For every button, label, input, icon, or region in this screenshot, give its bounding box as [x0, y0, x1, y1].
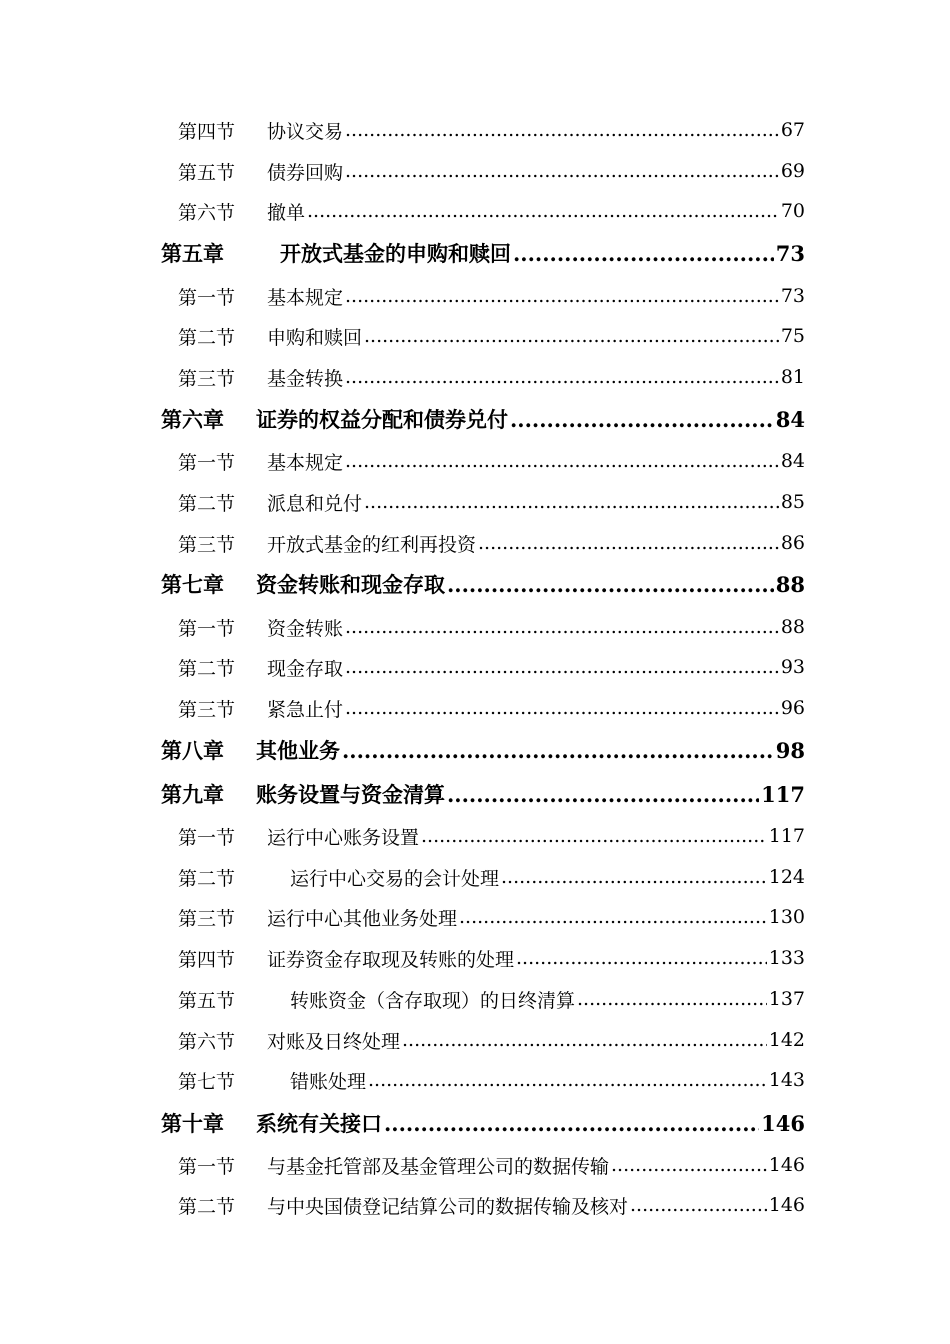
toc-entry-number: 第三节 [178, 533, 236, 556]
toc-entry-title: 对账及日终处理 [267, 1030, 401, 1053]
toc-leader-dots [345, 656, 779, 678]
toc-entry-page-number: 86 [780, 532, 805, 554]
toc-entry-page-number: 88 [780, 616, 805, 638]
toc-leader-dots [402, 1029, 767, 1051]
toc-section-entry[interactable] [0, 1150, 950, 1180]
toc-section-entry[interactable] [0, 1065, 950, 1095]
toc-entry-page-number: 98 [775, 737, 805, 763]
toc-entry-title: 紧急止付 [267, 698, 344, 721]
toc-chapter-entry[interactable] [0, 569, 950, 599]
toc-entry-line [267, 158, 805, 185]
toc-chapter-entry[interactable] [0, 404, 950, 434]
toc-entry-title: 账务设置与资金清算 [256, 782, 445, 807]
toc-entry-number: 第五章 [161, 241, 224, 266]
toc-entry-number: 第七章 [161, 572, 224, 597]
toc-entry-title: 现金存取 [267, 657, 344, 680]
toc-entry-number: 第二节 [178, 326, 236, 349]
toc-entry-line [267, 489, 805, 516]
toc-leader-dots [307, 200, 779, 222]
toc-entry-line [267, 1192, 805, 1219]
toc-leader-dots [345, 119, 779, 141]
toc-entry-line [256, 735, 805, 765]
toc-section-entry[interactable] [0, 528, 950, 558]
toc-chapter-entry[interactable] [0, 238, 950, 268]
toc-section-entry[interactable] [0, 196, 950, 226]
toc-entry-number: 第五节 [178, 989, 236, 1012]
toc-entry-page-number: 70 [780, 200, 805, 222]
toc-leader-dots [364, 491, 779, 513]
toc-entry-title: 错账处理 [290, 1070, 367, 1093]
toc-entry-number: 第一节 [178, 1155, 236, 1178]
toc-entry-page-number: 142 [768, 1029, 805, 1051]
toc-entry-line [267, 1027, 805, 1054]
toc-entry-title: 其他业务 [256, 738, 340, 763]
toc-entry-number: 第六章 [161, 407, 224, 432]
toc-leader-dots [384, 1111, 759, 1136]
toc-leader-dots [478, 532, 779, 554]
toc-leader-dots [345, 366, 779, 388]
toc-leader-dots [513, 241, 774, 266]
toc-entry-title: 资金转账 [267, 617, 344, 640]
toc-entry-line [267, 654, 805, 681]
toc-entry-line [267, 1152, 805, 1179]
toc-section-entry[interactable] [0, 821, 950, 851]
toc-entry-title: 与中央国债登记结算公司的数据传输及核对 [267, 1195, 629, 1218]
toc-section-entry[interactable] [0, 652, 950, 682]
toc-entry-title: 撤单 [267, 201, 306, 224]
toc-leader-dots [459, 906, 767, 928]
toc-entry-page-number: 117 [768, 825, 805, 847]
toc-entry-title: 证券资金存取现及转账的处理 [267, 948, 515, 971]
toc-entry-number: 第四节 [178, 120, 236, 143]
toc-entry-number: 第二节 [178, 1195, 236, 1218]
toc-entry-number: 第六节 [178, 1030, 236, 1053]
toc-leader-dots [345, 697, 779, 719]
toc-leader-dots [447, 572, 774, 597]
toc-section-entry[interactable] [0, 943, 950, 973]
toc-entry-number: 第三节 [178, 907, 236, 930]
toc-entry-number: 第二节 [178, 867, 236, 890]
toc-chapter-entry[interactable] [0, 735, 950, 765]
toc-entry-title: 债券回购 [267, 161, 344, 184]
toc-entry-number: 第九章 [161, 782, 224, 807]
toc-leader-dots [345, 450, 779, 472]
toc-leader-dots [611, 1154, 767, 1176]
toc-entry-line [256, 779, 805, 809]
toc-entry-line [256, 1108, 805, 1138]
toc-entry-page-number: 67 [780, 119, 805, 141]
toc-leader-dots [447, 782, 759, 807]
toc-leader-dots [516, 947, 767, 969]
toc-section-entry[interactable] [0, 115, 950, 145]
toc-entry-page-number: 146 [768, 1194, 805, 1216]
toc-chapter-entry[interactable] [0, 779, 950, 809]
toc-entry-page-number: 75 [780, 325, 805, 347]
toc-entry-line [267, 530, 805, 557]
toc-entry-title: 派息和兑付 [267, 492, 363, 515]
toc-leader-dots [345, 160, 779, 182]
toc-entry-page-number: 117 [761, 781, 805, 807]
toc-entry-page-number: 124 [768, 866, 805, 888]
toc-entry-number: 第三节 [178, 367, 236, 390]
toc-entry-line [267, 448, 805, 475]
toc-entry-page-number: 69 [780, 160, 805, 182]
toc-chapter-entry[interactable] [0, 1108, 950, 1138]
toc-entry-page-number: 84 [775, 406, 805, 432]
toc-section-entry[interactable] [0, 1025, 950, 1055]
toc-entry-line [267, 823, 805, 850]
toc-entry-number: 第一节 [178, 617, 236, 640]
toc-entry-number: 第八章 [161, 738, 224, 763]
toc-leader-dots [630, 1194, 767, 1216]
toc-entry-page-number: 146 [768, 1154, 805, 1176]
toc-section-entry[interactable] [0, 902, 950, 932]
toc-section-entry[interactable] [0, 487, 950, 517]
toc-entry-title: 运行中心账务设置 [267, 826, 420, 849]
toc-entry-number: 第二节 [178, 657, 236, 680]
toc-entry-page-number: 143 [768, 1069, 805, 1091]
toc-entry-line [256, 569, 805, 599]
toc-entry-page-number: 85 [780, 491, 805, 513]
toc-leader-dots [345, 285, 779, 307]
toc-entry-page-number: 130 [768, 906, 805, 928]
toc-entry-line [290, 1067, 805, 1094]
toc-entry-line [290, 864, 805, 891]
toc-section-entry[interactable] [0, 446, 950, 476]
toc-entry-line [267, 904, 805, 931]
toc-entry-number: 第五节 [178, 161, 236, 184]
toc-section-entry[interactable] [0, 862, 950, 892]
toc-entry-page-number: 84 [780, 450, 805, 472]
toc-leader-dots [501, 866, 767, 888]
toc-entry-page-number: 146 [761, 1110, 805, 1136]
toc-section-entry[interactable] [0, 362, 950, 392]
toc-entry-number: 第四节 [178, 948, 236, 971]
toc-leader-dots [364, 325, 779, 347]
toc-entry-title: 运行中心交易的会计处理 [290, 867, 500, 890]
toc-entry-title: 基金转换 [267, 367, 344, 390]
toc-section-entry[interactable] [0, 693, 950, 723]
toc-entry-page-number: 137 [768, 988, 805, 1010]
toc-entry-line [267, 117, 805, 144]
toc-entry-line [267, 364, 805, 391]
toc-entry-title: 与基金托管部及基金管理公司的数据传输 [267, 1155, 610, 1178]
toc-entry-number: 第一节 [178, 826, 236, 849]
toc-entry-page-number: 88 [775, 571, 805, 597]
toc-section-entry[interactable] [0, 1190, 950, 1220]
toc-entry-number: 第七节 [178, 1070, 236, 1093]
toc-entry-number: 第一节 [178, 451, 236, 474]
toc-entry-line [267, 945, 805, 972]
toc-entry-line [267, 283, 805, 310]
toc-entry-number: 第十章 [161, 1111, 224, 1136]
toc-leader-dots [345, 616, 779, 638]
toc-entry-line [267, 323, 805, 350]
toc-entry-title: 转账资金（含存取现）的日终清算 [290, 989, 576, 1012]
toc-entry-title: 运行中心其他业务处理 [267, 907, 458, 930]
toc-entry-title: 基本规定 [267, 451, 344, 474]
toc-entry-line [290, 986, 805, 1013]
toc-entry-number: 第三节 [178, 698, 236, 721]
toc-entry-page-number: 81 [780, 366, 805, 388]
toc-leader-dots [368, 1069, 767, 1091]
toc-section-entry[interactable] [0, 281, 950, 311]
toc-entry-page-number: 73 [780, 285, 805, 307]
toc-entry-title: 基本规定 [267, 286, 344, 309]
toc-entry-line [256, 404, 805, 434]
toc-entry-title: 开放式基金的红利再投资 [267, 533, 477, 556]
toc-entry-line [267, 614, 805, 641]
toc-entry-number: 第六节 [178, 201, 236, 224]
toc-entry-title: 系统有关接口 [256, 1111, 382, 1136]
toc-entry-line [280, 238, 805, 268]
toc-entry-line [267, 695, 805, 722]
toc-entry-title: 协议交易 [267, 120, 344, 143]
toc-entry-page-number: 96 [780, 697, 805, 719]
toc-section-entry[interactable] [0, 612, 950, 642]
toc-entry-number: 第二节 [178, 492, 236, 515]
toc-entry-title: 申购和赎回 [267, 326, 363, 349]
toc-entry-number: 第一节 [178, 286, 236, 309]
toc-section-entry[interactable] [0, 984, 950, 1014]
toc-entry-title: 开放式基金的申购和赎回 [280, 241, 511, 266]
toc-entry-title: 证券的权益分配和债券兑付 [256, 407, 508, 432]
toc-leader-dots [421, 825, 767, 847]
toc-entry-title: 资金转账和现金存取 [256, 572, 445, 597]
toc-section-entry[interactable] [0, 321, 950, 351]
toc-entry-page-number: 73 [775, 240, 805, 266]
toc-leader-dots [342, 738, 774, 763]
toc-entry-line [267, 198, 805, 225]
toc-leader-dots [577, 988, 767, 1010]
toc-leader-dots [510, 407, 774, 432]
toc-entry-page-number: 93 [780, 656, 805, 678]
toc-section-entry[interactable] [0, 156, 950, 186]
toc-entry-page-number: 133 [768, 947, 805, 969]
